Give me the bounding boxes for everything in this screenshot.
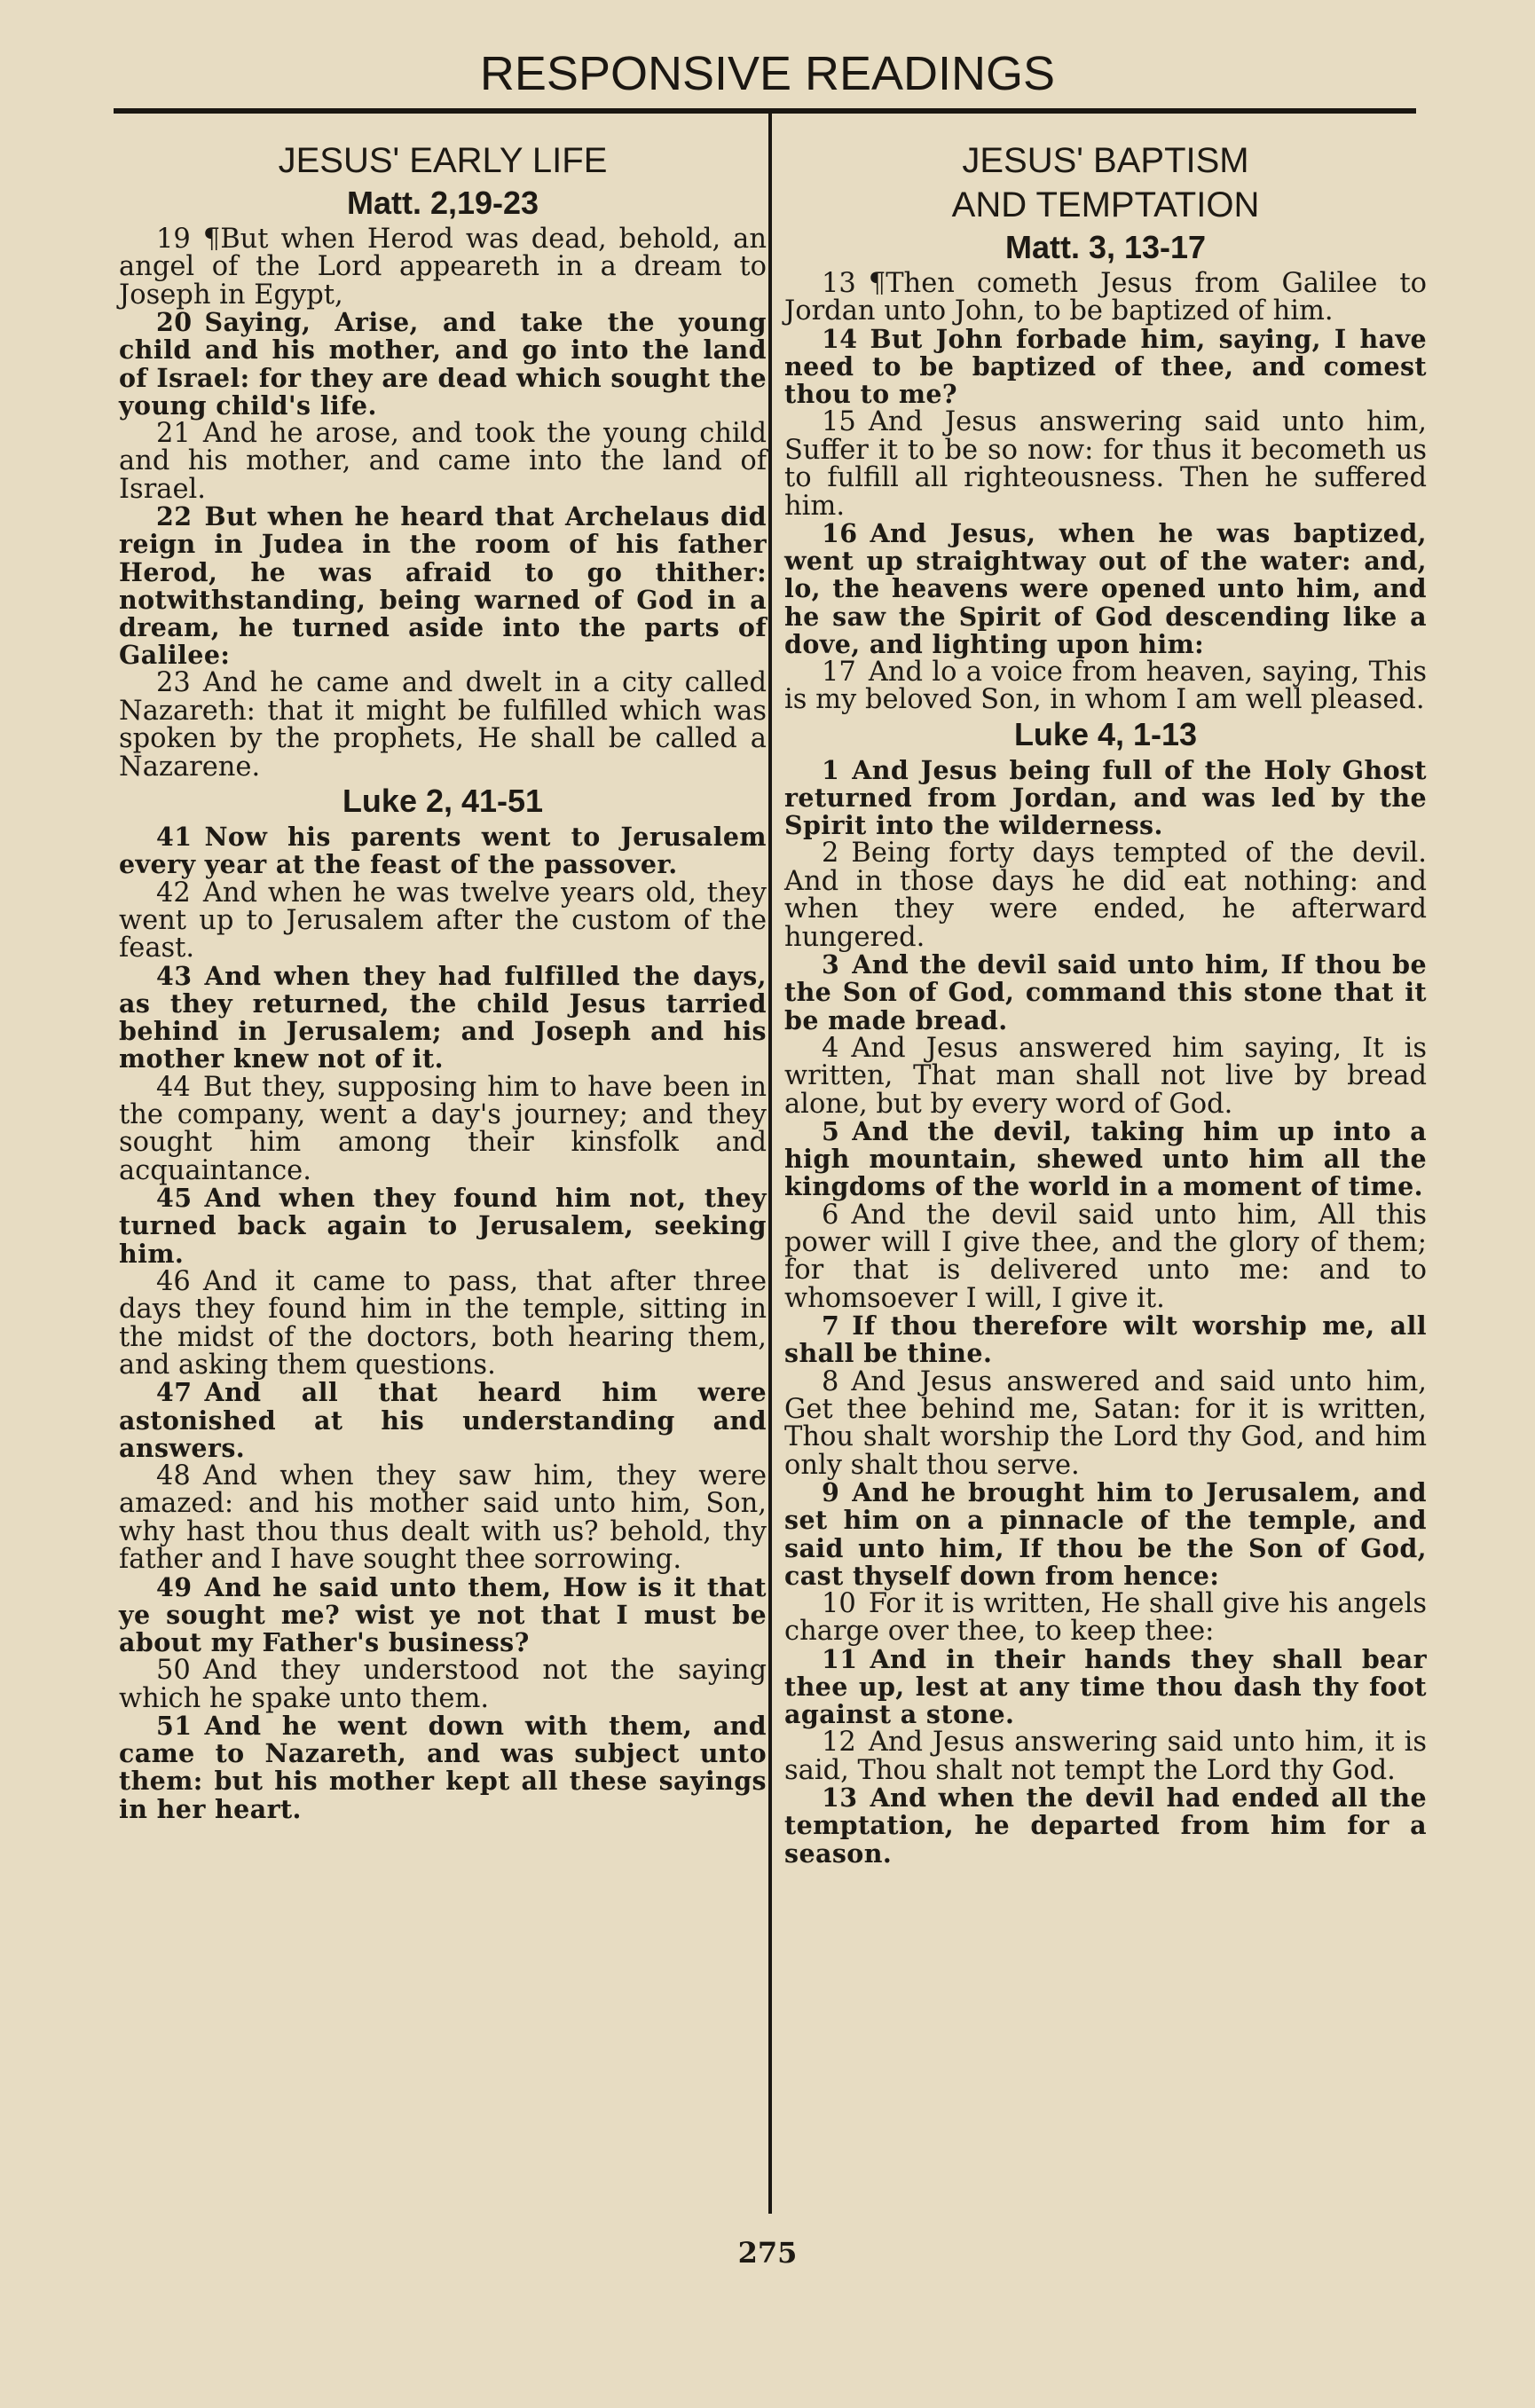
verse-text: And when the devil had ended all the temptation, he departed from him for a season. — [784, 1782, 1427, 1869]
verse-number: 42 — [156, 877, 191, 909]
verse-text: And when they had fulfilled the days, as they returned, the child Jesus tarried behind in Jerusalem; and Joseph and his mother knew not of it. — [119, 960, 767, 1074]
verse-number: 17 — [822, 657, 856, 689]
verse — [119, 420, 767, 503]
verse — [119, 1265, 767, 1381]
verse-text: And Jesus answering said unto him, it is said, Thou shalt not tempt the Lord thy God. — [784, 1727, 1427, 1786]
verse-number: 5 — [822, 1115, 840, 1146]
verse-number: 41 — [156, 822, 193, 853]
verse-number: 11 — [822, 1643, 858, 1674]
verse — [119, 1656, 767, 1712]
verse-number: 3 — [822, 949, 840, 980]
verse-text: And the devil, taking him up into a high mountain, shewed unto him all the kingdoms of the world in a moment of time. — [784, 1115, 1427, 1202]
right-sections — [784, 227, 1427, 1868]
verse — [784, 270, 1427, 326]
verse-text: And lo a voice from heaven, saying, This is my beloved Son, in whom I am well pleased. — [784, 657, 1427, 716]
verse-number: 1 — [822, 754, 840, 785]
verse — [784, 1365, 1427, 1481]
verse-text: And it came to pass, that after three days they found him in the temple, sitting in the midst of the doctors, both hearing them, and asking them questions. — [119, 1265, 767, 1381]
verse-text: And he came and dwelt in a city called Nazareth: that it might be fulfilled which was spoken by the prophets, He shall be called a Nazarene. — [119, 667, 767, 783]
verse — [784, 951, 1427, 1035]
verse-number: 20 — [156, 307, 193, 338]
verse — [119, 1184, 767, 1268]
verse-number: 51 — [156, 1711, 193, 1742]
verse — [119, 1462, 767, 1574]
verse-text: And Jesus being full of the Holy Ghost returned from Jordan, and was led by the Spirit into the wilderness. — [784, 754, 1427, 841]
verse-number: 22 — [156, 501, 193, 532]
scripture-reference: Luke 4, 1-13 — [1013, 715, 1198, 752]
verse — [784, 1590, 1427, 1646]
verse-number: 8 — [822, 1365, 839, 1397]
verse — [119, 823, 767, 878]
verse-number: 43 — [156, 960, 193, 991]
verse-text: And when they found him not, they turned back again to Jerusalem, seeking him. — [119, 1183, 767, 1269]
verse — [784, 1479, 1427, 1590]
verse — [119, 1571, 767, 1658]
verse-number: 13 — [822, 1782, 858, 1814]
verse-text: And he brought him to Jerusalem, and set him on a pinnacle of the temple, and said unto him, If thou be the Son of God, cast thyself down from hence: — [784, 1477, 1427, 1591]
verse-number: 48 — [156, 1460, 191, 1491]
verse-text: And Jesus answered and said unto him, Get thee behind me, Satan: for it is written, Thou shalt worship the Lord thy God, and him only shalt thou serve. — [784, 1365, 1427, 1481]
verse-text: But when he heard that Archelaus did reign in Judea in the room of his father Herod, he was afraid to go thither: notwithstanding, being warned of God in a dream, he turned aside into the parts of Galilee: — [119, 501, 767, 671]
verse — [784, 1032, 1427, 1120]
verse — [784, 1643, 1427, 1730]
verse-number: 50 — [156, 1655, 191, 1687]
verse-text: And he said unto them, How is it that ye sought me? wist ye not that I must be about my Father's business? — [119, 1571, 767, 1658]
verse — [119, 960, 767, 1074]
scripture-reference: Matt. 2,19-23 — [346, 185, 539, 221]
verse-number: 15 — [822, 406, 856, 438]
verse — [784, 408, 1427, 520]
verse-number: 16 — [822, 518, 858, 549]
verse-text: ¶But when Herod was dead, behold, an angel of the Lord appeareth in a dream to Joseph in Egypt, — [119, 224, 767, 311]
verse — [784, 658, 1427, 714]
verse-text: Now his parents went to Jerusalem every year at the feast of the passover. — [119, 822, 767, 880]
verse — [784, 1115, 1427, 1202]
verse — [119, 1071, 767, 1186]
verse — [119, 309, 767, 420]
verse-text: And Jesus answered him saying, It is written, That man shall not live by bread alone, but by every word of God. — [784, 1032, 1427, 1120]
verse — [784, 520, 1427, 658]
verse — [784, 754, 1427, 841]
top-rule — [114, 108, 1416, 114]
verse-number: 44 — [156, 1071, 191, 1103]
verse-number: 46 — [156, 1265, 191, 1297]
left-column-title: JESUS' EARLY LIFE — [278, 141, 608, 180]
verse-text: And the devil said unto him, If thou be the Son of God, command this stone that it be made bread. — [784, 949, 1427, 1035]
verse — [784, 839, 1427, 951]
verse-number: 10 — [822, 1588, 856, 1620]
verse-text: And the devil said unto him, All this power will I give thee, and the glory of them; for that is delivered unto me: and to whomsoever I will, I give it. — [784, 1199, 1427, 1314]
verse — [119, 1379, 767, 1462]
column-divider — [768, 111, 772, 2214]
verse-number: 45 — [156, 1183, 193, 1214]
verse-number: 4 — [822, 1032, 839, 1064]
verse — [119, 1712, 767, 1823]
verse-number: 19 — [156, 224, 191, 255]
verse — [784, 323, 1427, 410]
right-title-line-1: JESUS' BAPTISM — [962, 141, 1249, 180]
verse — [119, 503, 767, 669]
right-column-title — [784, 138, 1427, 227]
verse-number: 7 — [822, 1310, 840, 1342]
verse-number: 14 — [822, 323, 858, 354]
verse-number: 6 — [822, 1199, 839, 1231]
left-column — [119, 131, 767, 1823]
verse-number: 13 — [822, 268, 856, 299]
verse — [784, 1728, 1427, 1784]
verse-text: And he arose, and took the young child and his mother, and came into the land of Israel. — [119, 418, 767, 505]
right-column — [784, 131, 1427, 1868]
verse-text: And Jesus, when he was baptized, went up straightway out of the water: and, lo, the heavens were opened unto him, and he saw the Spirit of God descending like a dove, and lighting upon him: — [784, 518, 1427, 659]
verse-text: And when they saw him, they were amazed: and his mother said unto him, Son, why hast thou thus dealt with us? behold, thy father and I have sought thee sorrowing. — [119, 1460, 767, 1576]
verse — [119, 879, 767, 963]
verse-text: And he went down with them, and came to Nazareth, and was subject unto them: but his mother kept all these sayings in her heart. — [119, 1711, 767, 1824]
verse-number: 12 — [822, 1727, 856, 1759]
verse-number: 9 — [822, 1477, 840, 1508]
verse — [784, 1784, 1427, 1868]
scripture-reference: Luke 2, 41-51 — [342, 783, 544, 820]
verse-text: For it is written, He shall give his angels charge over thee, to keep thee: — [784, 1588, 1427, 1648]
verse-text: And all that heard him were astonished at his understanding and answers. — [119, 1377, 767, 1463]
verse-text: Being forty days tempted of the devil. And in those days he did eat nothing: and when they were ended, he afterward hungered. — [784, 838, 1427, 953]
right-title-line-2: AND TEMPTATION — [951, 185, 1260, 224]
verse — [784, 1312, 1427, 1367]
verse-text: If thou therefore wilt worship me, all shall be thine. — [784, 1310, 1427, 1369]
verse-text: And when he was twelve years old, they went up to Jerusalem after the custom of the feast. — [119, 877, 767, 964]
verse-text: Saying, Arise, and take the young child and his mother, and go into the land of Israel: for they are dead which sought the young child's life. — [119, 307, 767, 421]
verse-text: ¶Then cometh Jesus from Galilee to Jordan unto John, to be baptized of him. — [784, 268, 1427, 327]
verse-number: 2 — [822, 838, 839, 870]
page-header: RESPONSIVE READINGS — [479, 47, 1056, 100]
verse-number: 49 — [156, 1571, 193, 1602]
verse — [119, 669, 767, 781]
left-sections — [119, 183, 767, 1823]
verse-text: And Jesus answering said unto him, Suffer it to be so now: for thus it becometh us to fulfill all righteousness. Then he suffered him. — [784, 406, 1427, 522]
scripture-reference: Matt. 3, 13-17 — [1004, 229, 1207, 265]
verse-text: And they understood not the saying which he spake unto them. — [119, 1655, 767, 1714]
verse-text: But John forbade him, saying, I have need to be baptized of thee, and comest thou to me? — [784, 323, 1427, 410]
verse-number: 23 — [156, 667, 191, 699]
verse-text: But they, supposing him to have been in the company, went a day's journey; and they sought him among their kinsfolk and acquaintance. — [119, 1071, 767, 1186]
verse-number: 47 — [156, 1377, 193, 1408]
verse — [119, 225, 767, 309]
verse-text: And in their hands they shall bear thee up, lest at any time thou dash thy foot against a stone. — [784, 1643, 1427, 1730]
page-number: 275 — [737, 2236, 798, 2270]
verse-number: 21 — [156, 418, 191, 450]
verse — [784, 1201, 1427, 1313]
